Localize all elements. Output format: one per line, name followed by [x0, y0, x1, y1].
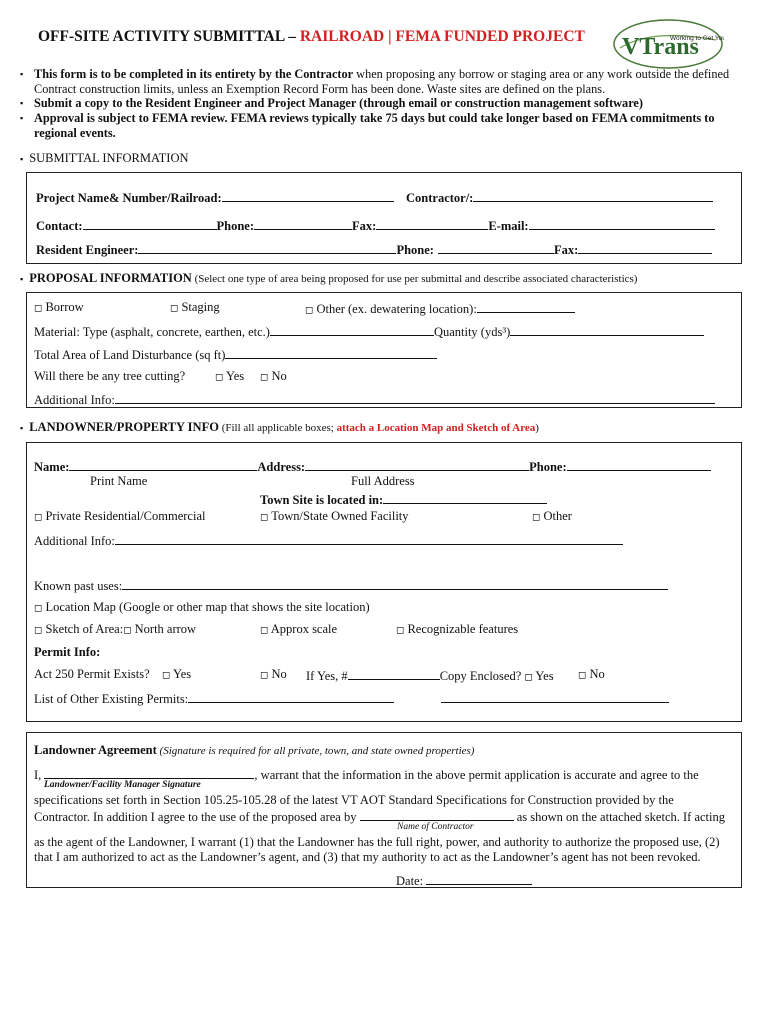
resident-engineer-row: Resident Engineer: Phone: Fax:	[36, 241, 712, 258]
known-past-field[interactable]	[122, 577, 668, 590]
date-field[interactable]	[426, 872, 532, 885]
bullet-icon: ▪	[20, 113, 24, 123]
town-site-row: Town Site is located in:	[260, 491, 547, 508]
other-permits-row: List of Other Existing Permits:	[34, 690, 394, 707]
agreement-heading: Landowner Agreement (Signature is required for all private, town, and state owned properties)	[34, 743, 475, 757]
proposal-additional-field[interactable]	[115, 391, 715, 404]
other-permits-field[interactable]	[188, 690, 394, 703]
other-owner-checkbox[interactable]: ◻ Other	[532, 509, 572, 523]
area-field[interactable]	[225, 346, 437, 359]
bullet-icon: ▪	[20, 69, 24, 79]
landowner-additional-row: Additional Info:	[34, 532, 623, 549]
bullet-icon: ▪	[20, 98, 24, 108]
other-checkbox[interactable]: ◻ Other (ex. dewatering location):	[305, 300, 575, 317]
quantity-field[interactable]	[510, 323, 704, 336]
landowner-additional-field[interactable]	[115, 532, 623, 545]
agreement-line-3: Contractor. In addition I agree to the use of the proposed area by as shown on the attached sketch. If acting	[34, 810, 725, 824]
agreement-line-2: specifications set forth in Section 105.25-105.28 of the latest VT AOT Standard Specifications for Construction provided by the	[34, 793, 674, 807]
borrow-checkbox[interactable]: ◻ Borrow	[34, 300, 84, 314]
full-address-caption: Full Address	[351, 474, 415, 488]
contractor-caption: Name of Contractor	[397, 822, 474, 832]
tree-yes-checkbox[interactable]: ◻ Yes	[215, 369, 245, 383]
phone-field[interactable]	[254, 217, 352, 230]
landowner-address-field[interactable]	[305, 458, 529, 471]
checkbox-icon: ◻	[34, 303, 43, 314]
svg-text:Working to Get You There: Working to Get Yo	[670, 35, 723, 42]
permit-info-label: Permit Info:	[34, 645, 101, 659]
landowner-name-row: Name: Address: Phone:	[34, 458, 711, 475]
title-main: OFF-SITE ACTIVITY SUBMITTAL –	[38, 28, 300, 45]
known-past-row: Known past uses:	[34, 577, 668, 594]
other-permits-field-2[interactable]	[441, 690, 669, 707]
bullet-item: ▪ This form is to be completed in its entirety by the Contractor when proposing any borrow or staging area or any work outside the defined Contract construction limits, unless an Exemption Record Form has been done. Waste sites are defined on the plans.	[20, 67, 730, 96]
town-state-checkbox[interactable]: ◻ Town/State Owned Facility	[260, 509, 409, 523]
material-field[interactable]	[270, 323, 434, 336]
signature-caption: Landowner/Facility Manager Signature	[44, 780, 201, 790]
staging-checkbox[interactable]: ◻ Staging	[170, 300, 220, 314]
date-row: Date:	[396, 872, 532, 889]
checkbox-icon: ◻	[305, 305, 314, 316]
page-title	[38, 28, 585, 46]
north-arrow-checkbox[interactable]: ◻	[123, 625, 132, 636]
recognizable-checkbox[interactable]: ◻ Recognizable features	[396, 622, 519, 636]
bullet-item: ▪ Approval is subject to FEMA review. FEMA reviews typically take 75 days but could take longer based on FEMA commitments to regional events.	[20, 111, 715, 140]
title-red: RAILROAD | FEMA FUNDED PROJECT	[299, 28, 585, 45]
area-row: Total Area of Land Disturbance (sq ft)	[34, 346, 437, 363]
re-fax-field[interactable]	[578, 241, 712, 254]
landowner-heading: ▪ LANDOWNER/PROPERTY INFO (Fill all applicable boxes; attach a Location Map and Sketch of Area)	[20, 420, 539, 434]
tree-cutting-label: Will there be any tree cutting?	[34, 369, 186, 383]
print-name-caption: Print Name	[90, 474, 148, 488]
svg-text:VTrans: VTrans	[622, 34, 699, 60]
tree-no-checkbox[interactable]: ◻ No	[260, 369, 287, 383]
landowner-name-field[interactable]	[69, 458, 257, 471]
resident-engineer-field[interactable]	[138, 241, 396, 254]
act250-no-checkbox[interactable]: ◻ No	[260, 667, 287, 681]
submittal-heading: ▪ SUBMITTAL INFORMATION	[20, 151, 189, 165]
sketch-checkbox[interactable]: ◻ Sketch of Area:◻ North arrow	[34, 622, 197, 636]
project-field[interactable]: Project Name& Number/Railroad:	[36, 189, 394, 206]
approx-scale-checkbox[interactable]: ◻ Approx scale	[260, 622, 338, 636]
contractor-field[interactable]: Contractor/:	[406, 189, 713, 206]
permit-number-row: If Yes, # Copy Enclosed? ◻ Yes	[306, 669, 554, 683]
vtrans-logo	[612, 18, 724, 70]
email-field[interactable]	[529, 217, 715, 230]
contact-field[interactable]	[83, 217, 217, 230]
material-row: Material: Type (asphalt, concrete, earthen, etc.) Quantity (yds³)	[34, 323, 704, 340]
agreement-line-1: I, , warrant that the information in the above permit application is accurate and agree to the	[34, 768, 699, 782]
agreement-line-5: that I am authorized to act as the Landowner’s agent, and (3) that my authority to act as the Landowner’s agent has not been revoked.	[34, 850, 701, 864]
signature-field[interactable]	[44, 766, 254, 779]
checkbox-icon: ◻	[170, 303, 179, 314]
copy-yes-checkbox[interactable]: ◻	[524, 672, 533, 683]
landowner-phone-field[interactable]	[567, 458, 711, 471]
other-location-field[interactable]	[477, 300, 575, 313]
contact-row: Contact: Phone: Fax: E-mail:	[36, 217, 715, 234]
bullet-item: ▪ Submit a copy to the Resident Engineer and Project Manager (through email or construction management software)	[20, 96, 643, 110]
contractor-name-field[interactable]	[360, 808, 514, 821]
act250-label: Act 250 Permit Exists?	[34, 667, 150, 681]
location-map-checkbox[interactable]: ◻ Location Map (Google or other map that shows the site location)	[34, 600, 370, 614]
copy-no-checkbox[interactable]: ◻ No	[578, 667, 605, 681]
private-checkbox[interactable]: ◻ Private Residential/Commercial	[34, 509, 206, 523]
proposal-heading: ▪ PROPOSAL INFORMATION (Select one type of area being proposed for use per submittal and describe associated characteristics)	[20, 271, 638, 285]
proposal-additional-row: Additional Info:	[34, 391, 715, 408]
act250-yes-checkbox[interactable]: ◻ Yes	[162, 667, 192, 681]
agreement-line-4: as the agent of the Landowner, I warrant (1) that the Landowner has the full right, power, and authority to authorize the proposed use, (2)	[34, 835, 720, 849]
permit-number-field[interactable]	[348, 667, 440, 680]
re-phone-field[interactable]	[438, 241, 554, 254]
fax-field[interactable]	[376, 217, 488, 230]
town-site-field[interactable]	[383, 491, 547, 504]
